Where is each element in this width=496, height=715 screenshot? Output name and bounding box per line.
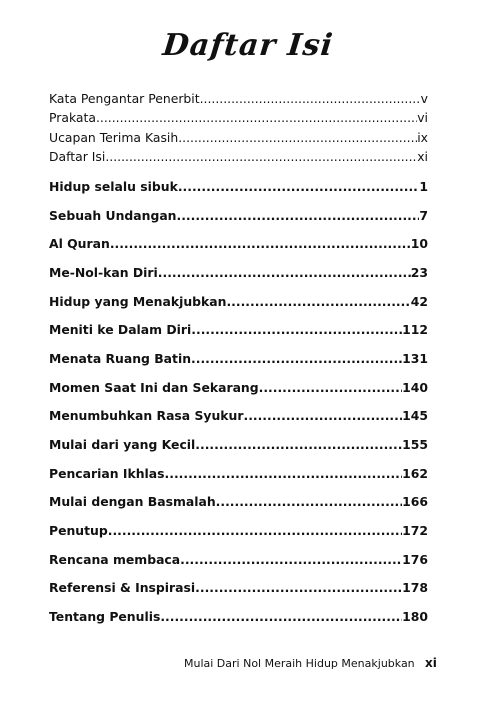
toc-page-number: 140	[402, 380, 428, 395]
toc-entry-label: Menumbuhkan Rasa Syukur	[49, 408, 244, 423]
dot-leader	[165, 466, 403, 481]
dot-leader	[177, 208, 420, 223]
dot-leader	[243, 408, 402, 423]
toc-entry-label: Sebuah Undangan	[49, 208, 177, 223]
toc-entry-label: Menata Ruang Batin	[49, 351, 192, 366]
dot-leader	[110, 236, 411, 251]
toc-row-chapter[interactable]	[49, 494, 428, 509]
toc-row-chapter[interactable]	[49, 408, 428, 423]
toc-row-prakata[interactable]	[49, 110, 428, 125]
toc-page-number: 112	[402, 322, 428, 337]
toc-row-chapter[interactable]	[49, 294, 428, 309]
toc-entry-label: Me-Nol-kan Diri	[49, 265, 158, 280]
dot-leader	[180, 552, 402, 567]
toc-row-chapter[interactable]	[49, 466, 428, 481]
dot-leader	[191, 351, 402, 366]
toc-row-chapter[interactable]	[49, 523, 428, 538]
toc-row-chapter[interactable]	[49, 609, 428, 624]
toc-row-chapter[interactable]	[49, 552, 428, 567]
toc-row-chapter[interactable]	[49, 208, 428, 223]
toc-row-chapter[interactable]	[49, 351, 428, 366]
toc-entry-label: Mulai dari yang Kecil	[49, 437, 196, 452]
dot-leader	[191, 322, 402, 337]
page-title: Daftar Isi	[161, 28, 335, 63]
toc-page-number: 1	[419, 179, 428, 194]
toc-page-number: 7	[419, 208, 428, 223]
footer-book-title: Mulai Dari Nol Meraih Hidup Menakjubkan	[184, 657, 415, 670]
dot-leader	[160, 609, 402, 624]
toc-page-number: vi	[417, 110, 428, 125]
dot-leader	[178, 179, 420, 194]
toc-page-number: 155	[402, 437, 428, 452]
toc-page-number: 180	[402, 609, 428, 624]
dot-leader	[178, 130, 417, 145]
toc-entry-label: Hidup selalu sibuk	[49, 179, 178, 194]
toc-entry-label: Kata Pengantar Penerbit	[49, 91, 200, 106]
toc-page-number: 131	[402, 351, 428, 366]
dot-leader	[158, 265, 411, 280]
toc-entry-label: Ucapan Terima Kasih	[49, 130, 179, 145]
toc-row-chapter[interactable]	[49, 580, 428, 595]
toc-entry-label: Momen Saat Ini dan Sekarang	[49, 380, 259, 395]
dot-leader	[259, 380, 403, 395]
toc-page-number: v	[420, 91, 428, 106]
toc-row-chapter[interactable]	[49, 179, 428, 194]
toc-page-number: 176	[402, 552, 428, 567]
toc-page-number: 42	[410, 294, 428, 309]
footer-page-number: xi	[425, 656, 437, 670]
toc-page-number: 23	[410, 265, 428, 280]
toc-page-number: 166	[402, 494, 428, 509]
toc-row-chapter[interactable]	[49, 265, 428, 280]
toc-entry-label: Rencana membaca	[49, 552, 181, 567]
toc-page-number: 162	[402, 466, 428, 481]
toc-page-number: 10	[410, 236, 428, 251]
dot-leader	[200, 91, 421, 106]
dot-leader	[195, 580, 402, 595]
toc-entry-label: Penutup	[49, 523, 108, 538]
toc-page-number: 172	[402, 523, 428, 538]
toc-row-chapter[interactable]	[49, 236, 428, 251]
dot-leader	[96, 110, 417, 125]
dot-leader	[108, 523, 402, 538]
toc-entry-label: Al Quran	[49, 236, 110, 251]
toc-entry-label: Referensi & Inspirasi	[49, 580, 196, 595]
toc-row-chapter[interactable]	[49, 437, 428, 452]
toc-entry-label: Daftar Isi	[49, 149, 106, 164]
toc-page-number: 145	[402, 408, 428, 423]
toc-entry-label: Hidup yang Menakjubkan	[49, 294, 227, 309]
toc-row-chapter[interactable]	[49, 380, 428, 395]
toc-row-kata-pengantar[interactable]	[49, 91, 428, 106]
toc-entry-label: Tentang Penulis	[49, 609, 161, 624]
toc-entry-label: Meniti ke Dalam Diri	[49, 322, 192, 337]
dot-leader	[105, 149, 417, 164]
dot-leader	[226, 294, 410, 309]
toc-page-number: ix	[417, 130, 428, 145]
toc-entry-label: Mulai dengan Basmalah	[49, 494, 216, 509]
toc-row-chapter[interactable]	[49, 322, 428, 337]
toc-row-daftar-isi[interactable]	[49, 149, 428, 164]
toc-entry-label: Prakata	[49, 110, 96, 125]
toc-page-number: 178	[402, 580, 428, 595]
dot-leader	[216, 494, 402, 509]
dot-leader	[195, 437, 402, 452]
toc-row-ucapan[interactable]	[49, 130, 428, 145]
toc-page-number: xi	[417, 149, 428, 164]
toc-entry-label: Pencarian Ikhlas	[49, 466, 165, 481]
